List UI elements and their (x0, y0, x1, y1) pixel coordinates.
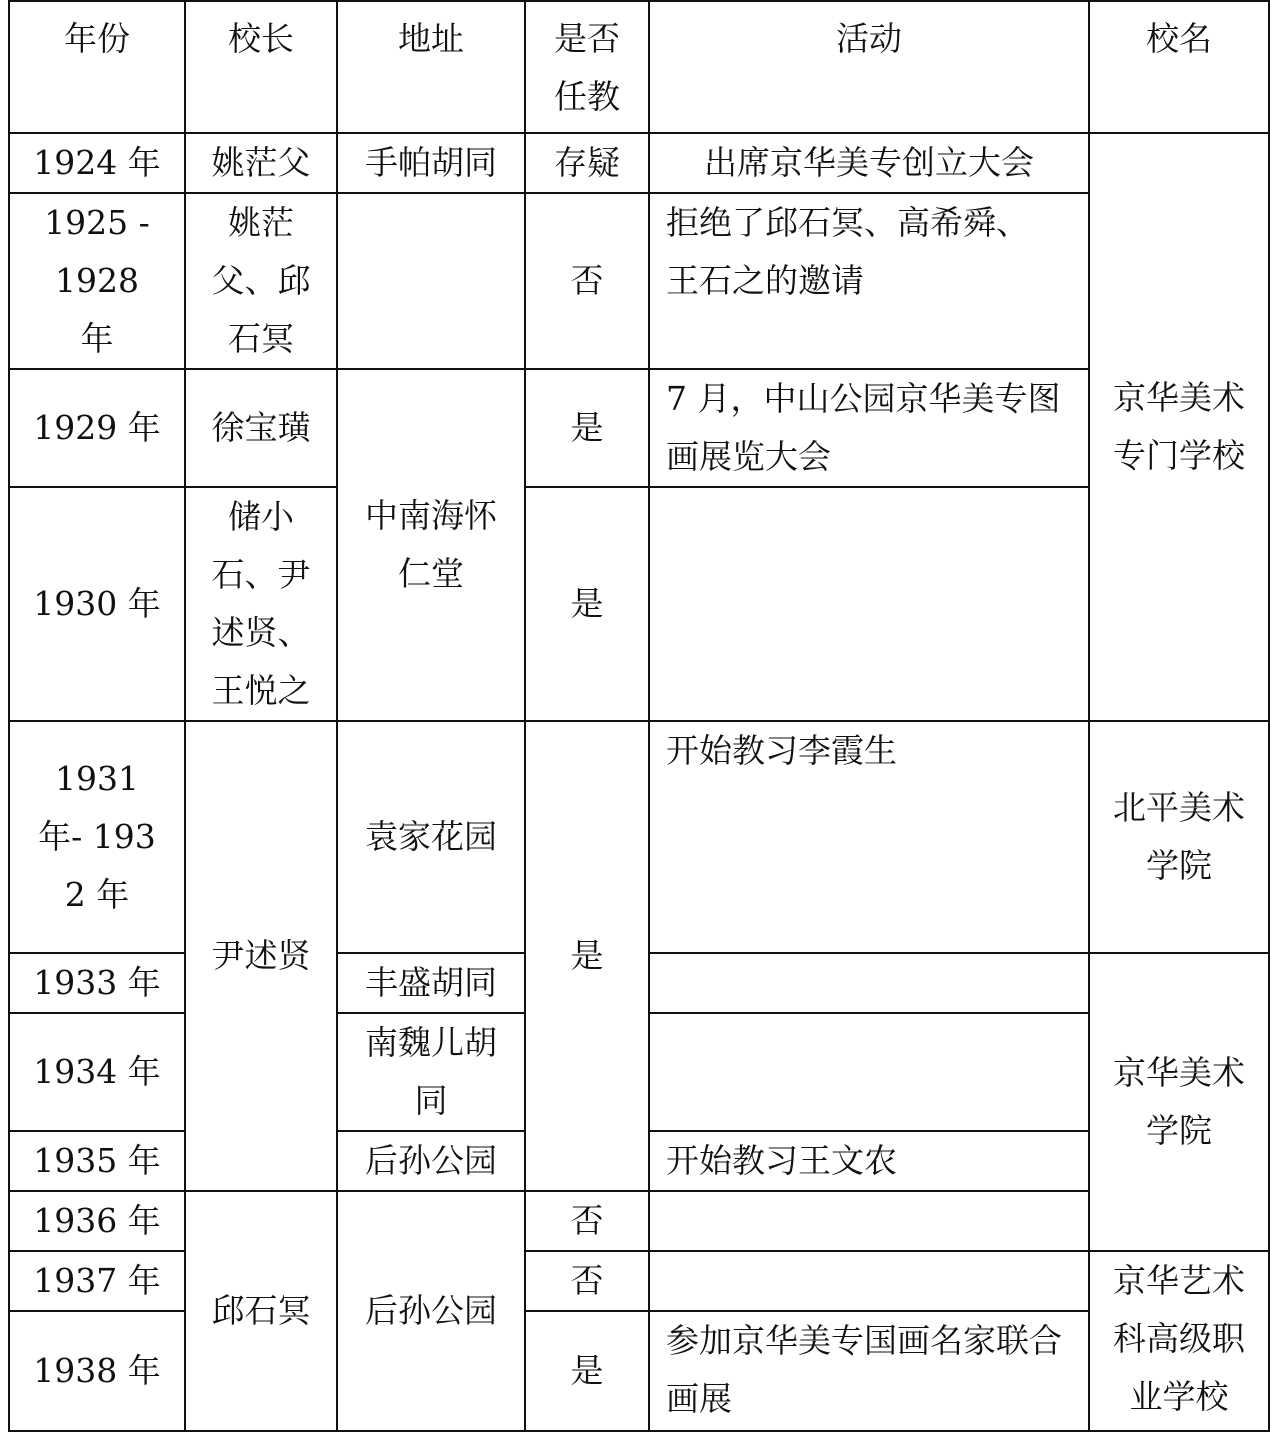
activity-cell (649, 1191, 1089, 1251)
activity-cell (649, 487, 1089, 721)
year-cell: 1924 年 (9, 133, 185, 193)
header-row (9, 1, 1269, 133)
activity-cell: 7 月，中山公园京华美专图画展览大会 (649, 369, 1089, 487)
principal-cell: 储小石、尹述贤、王悦之 (185, 487, 337, 721)
header-taught: 是否任教 (525, 1, 649, 133)
address-cell: 袁家花园 (337, 721, 525, 953)
activity-cell: 出席京华美专创立大会 (649, 133, 1089, 193)
header-activity: 活动 (649, 1, 1089, 133)
activity-cell (649, 953, 1089, 1013)
taught-cell: 否 (525, 1251, 649, 1311)
taught-cell: 是 (525, 487, 649, 721)
table-row (9, 721, 1269, 953)
activity-cell (649, 1251, 1089, 1311)
address-cell: 后孙公园 (337, 1131, 525, 1191)
year-cell: 1935 年 (9, 1131, 185, 1191)
principal-cell: 邱石冥 (185, 1191, 337, 1431)
principal-cell: 尹述贤 (185, 721, 337, 1191)
header-year: 年份 (9, 1, 185, 133)
history-table (8, 0, 1270, 1432)
year-cell: 1933 年 (9, 953, 185, 1013)
taught-cell: 是 (525, 1311, 649, 1431)
year-cell: 1930 年 (9, 487, 185, 721)
activity-cell: 参加京华美专国画名家联合画展 (649, 1311, 1089, 1431)
activity-cell (649, 1013, 1089, 1131)
table-row (9, 193, 1269, 369)
taught-cell: 否 (525, 1191, 649, 1251)
taught-cell: 否 (525, 193, 649, 369)
header-address: 地址 (337, 1, 525, 133)
taught-cell: 是 (525, 369, 649, 487)
principal-cell: 姚茫父、邱石冥 (185, 193, 337, 369)
table-row (9, 369, 1269, 487)
table-row (9, 133, 1269, 193)
principal-cell: 姚茫父 (185, 133, 337, 193)
school-name-cell: 京华美术专门学校 (1089, 133, 1269, 721)
address-cell (337, 193, 525, 369)
address-cell: 丰盛胡同 (337, 953, 525, 1013)
taught-cell: 是 (525, 721, 649, 1191)
activity-cell: 开始教习王文农 (649, 1131, 1089, 1191)
taught-cell: 存疑 (525, 133, 649, 193)
year-cell: 1938 年 (9, 1311, 185, 1431)
address-cell: 手帕胡同 (337, 133, 525, 193)
address-cell: 后孙公园 (337, 1191, 525, 1431)
school-name-cell: 北平美术学院 (1089, 721, 1269, 953)
address-cell: 南魏儿胡同 (337, 1013, 525, 1131)
activity-cell: 开始教习李霞生 (649, 721, 1089, 953)
principal-cell: 徐宝璜 (185, 369, 337, 487)
year-cell: 1929 年 (9, 369, 185, 487)
table-row (9, 487, 1269, 721)
school-name-cell: 京华艺术科高级职业学校 (1089, 1251, 1269, 1431)
year-cell: 1936 年 (9, 1191, 185, 1251)
table-row (9, 1191, 1269, 1251)
header-school-name: 校名 (1089, 1, 1269, 133)
activity-cell: 拒绝了邱石冥、高希舜、王石之的邀请 (649, 193, 1089, 369)
header-principal: 校长 (185, 1, 337, 133)
address-cell: 中南海怀仁堂 (337, 369, 525, 721)
year-cell: 1934 年 (9, 1013, 185, 1131)
year-cell: 1931 年- 1932 年 (9, 721, 185, 953)
year-cell: 1937 年 (9, 1251, 185, 1311)
year-cell: 1925 -1928 年 (9, 193, 185, 369)
school-name-cell: 京华美术学院 (1089, 953, 1269, 1251)
